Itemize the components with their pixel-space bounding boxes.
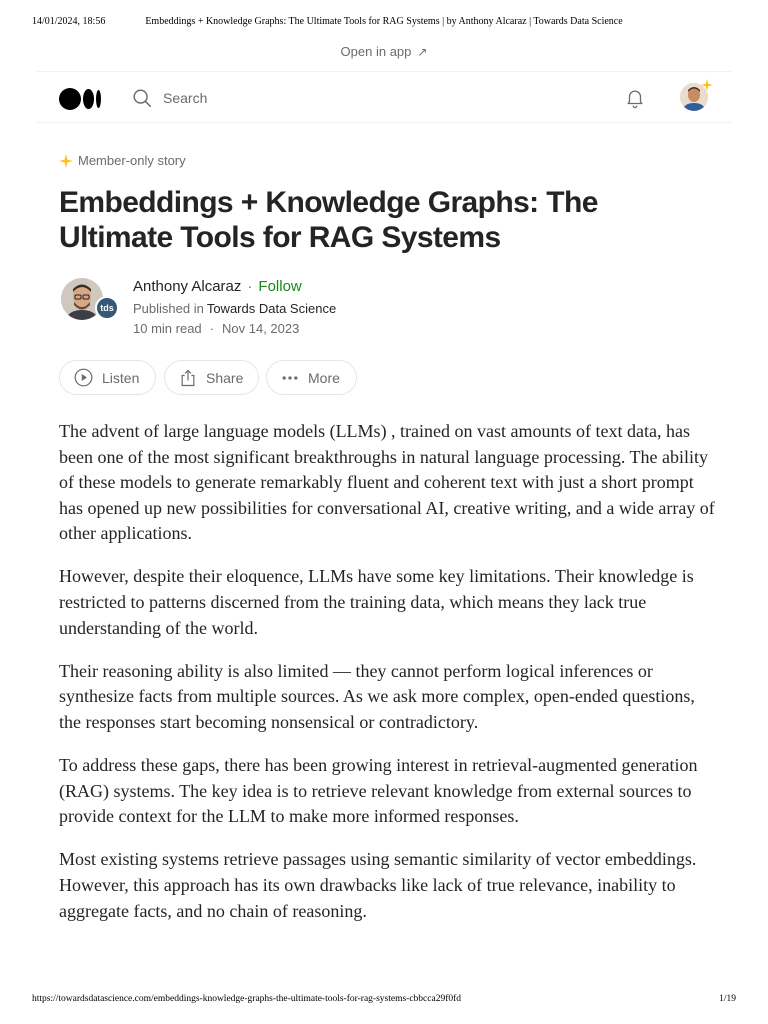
arrow-up-right-icon: ↗ (417, 45, 428, 59)
share-icon (178, 368, 198, 388)
paragraph: However, despite their eloquence, LLMs have some key limitations. Their knowledge is restricted to patterns discerned from the training data, which means they lack true understanding of the world. (59, 566, 694, 638)
search-input[interactable]: Search (163, 90, 208, 106)
star-icon (59, 154, 73, 168)
member-only-badge (59, 153, 186, 168)
print-title: Embeddings + Knowledge Graphs: The Ultimate Tools for RAG Systems | by Anthony Alcaraz | Towards Data Science (145, 16, 623, 27)
top-navigation-bar (36, 71, 732, 123)
member-only-label: Member-only story (78, 153, 186, 168)
paragraph: Most existing systems retrieve passages using semantic similarity of vector embeddings. However, this approach has its own drawbacks like lack of true relevance, inability to aggregate facts, and no chain of reasoning. (59, 849, 697, 921)
paragraph: The advent of large language models (LLMs) , trained on vast amounts of text data, has been one of the most significant breakthroughs in natural language processing. The ability of these models to generate remarkably fluent and coherent text with just a short prompt has opened up new possibilities for conversational AI, creative writing, and a wide array of other applications. (59, 421, 715, 544)
separator-dot: · (209, 321, 214, 336)
print-footer (32, 994, 736, 1008)
publication-badge[interactable]: tds (95, 296, 119, 320)
publication-link[interactable]: Towards Data Science (206, 301, 337, 316)
print-header (32, 16, 736, 30)
paragraph: To address these gaps, there has been growing interest in retrieval-augmented generation (RAG) systems. The key idea is to retrieve relevant knowledge from external sources to provide context for the LLM to make more informed responses. (59, 755, 698, 827)
more-label: More (308, 369, 340, 386)
share-button[interactable] (164, 360, 259, 395)
print-date: 14/01/2024, 18:56 (32, 16, 106, 27)
follow-button[interactable]: Follow (258, 278, 302, 295)
separator-dot: · (247, 278, 253, 295)
sparkle-icon (701, 79, 713, 91)
author-line (133, 278, 302, 295)
print-url: https://towardsdatascience.com/embeddings-knowledge-graphs-the-ultimate-tools-for-rag-systems-cbbcca29f0fd (32, 994, 462, 1004)
bell-icon[interactable] (624, 87, 646, 109)
search-icon[interactable] (131, 87, 153, 109)
published-in-label: Published in (133, 301, 204, 316)
article-title: Embeddings + Knowledge Graphs: The Ultimate Tools for RAG Systems (59, 186, 598, 254)
more-horizontal-icon (280, 368, 300, 388)
more-button[interactable] (266, 360, 357, 395)
medium-logo[interactable] (59, 88, 101, 110)
paragraph: Their reasoning ability is also limited — they cannot perform logical inferences or synthesize facts from multiple sources. As we ask more complex, open-ended questions, the responses start becoming nonsensical or contradictory. (59, 660, 695, 732)
open-in-app-link[interactable] (0, 44, 768, 59)
page-number: 1/19 (719, 994, 736, 1004)
listen-label: Listen (102, 369, 140, 386)
open-in-app-label: Open in app (340, 44, 412, 59)
publish-date: Nov 14, 2023 (222, 321, 300, 336)
author-name[interactable]: Anthony Alcaraz (133, 278, 242, 295)
publication-line (133, 301, 336, 316)
listen-button[interactable] (59, 360, 156, 395)
article-meta (133, 321, 299, 336)
article-body (59, 419, 719, 942)
read-time: 10 min read (133, 321, 202, 336)
share-label: Share (206, 369, 244, 386)
play-icon (73, 367, 94, 388)
